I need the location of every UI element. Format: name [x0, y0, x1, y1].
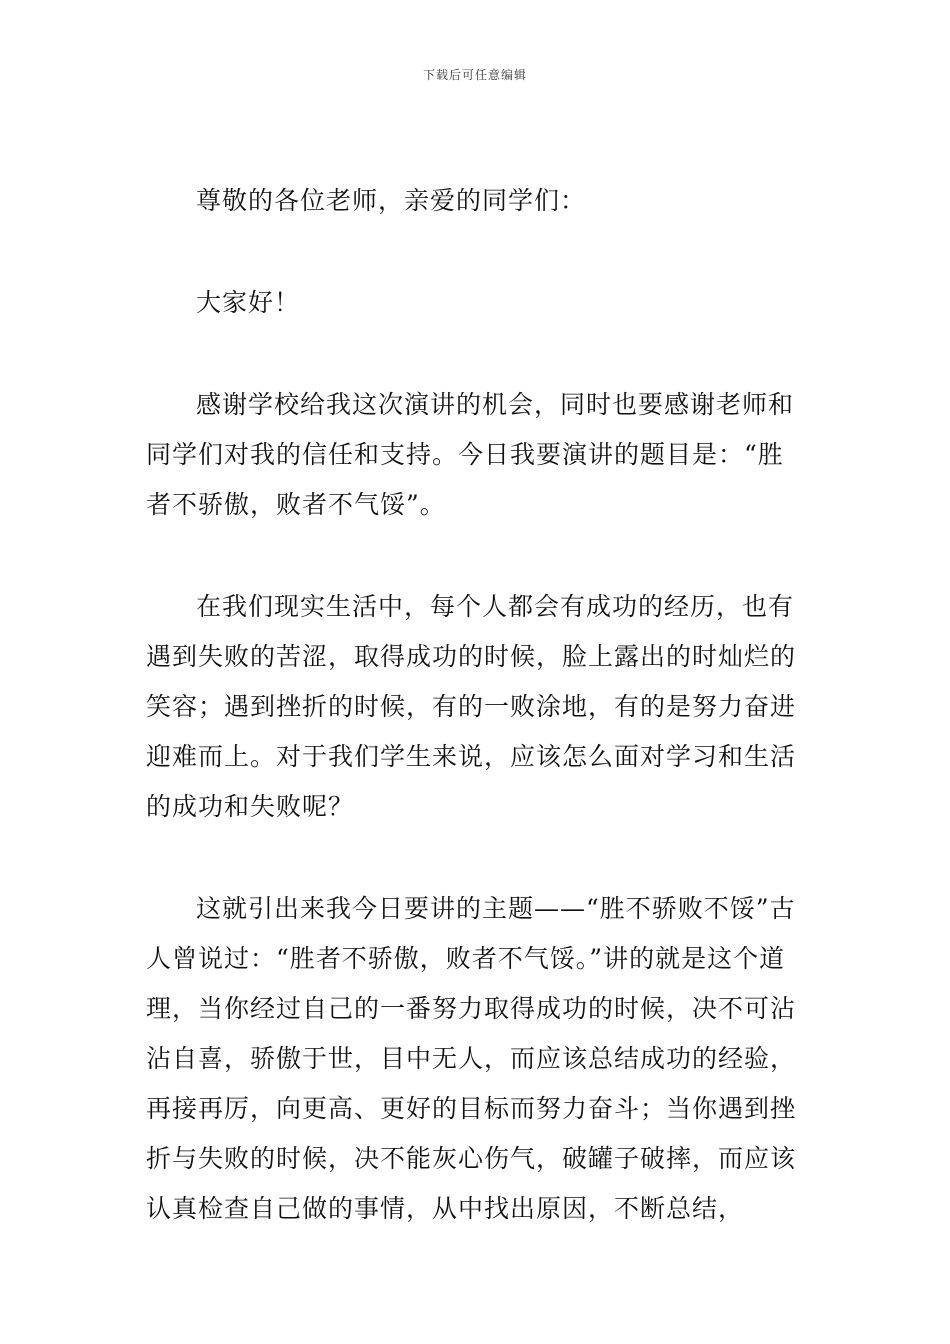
- document-body: [146, 176, 806, 1234]
- paragraph-life-experience: 在我们现实生活中，每个人都会有成功的经历，也有遇到失败的苦涩，取得成功的时候，脸上露出的时灿烂的笑容；遇到挫折的时候，有的一败涂地，有的是努力奋进迎难而上。对于我们学生来说，应该怎么面对学习和生活的成功和失败呢？: [146, 592, 797, 821]
- paragraph-greeting: 尊敬的各位老师，亲爱的同学们：: [196, 186, 587, 215]
- paragraph-thanks: 感谢学校给我这次演讲的机会，同时也要感谢老师和同学们对我的信任和支持。今日我要演讲的题目是：“胜者不骄傲，败者不气馁”。: [146, 390, 795, 519]
- paragraph-hello: 大家好！: [196, 288, 301, 317]
- paragraph-theme: 这就引出来我今日要讲的主题——“胜不骄败不馁”古人曾说过：“胜者不骄傲，败者不气馁。”讲的就是这个道理，当你经过自己的一番努力取得成功的时候，决不可沾沾自喜，骄傲于世，目中无人，而应该总结成功的经验，再接再厉，向更高、更好的目标而努力奋斗；当你遇到挫折与失败的时候，决不能灰心伤气，破罐子破摔，而应该认真检查自己做的事情，从中找出原因，不断总结，: [146, 894, 797, 1223]
- header-note: 下载后可任意编辑: [422, 68, 527, 82]
